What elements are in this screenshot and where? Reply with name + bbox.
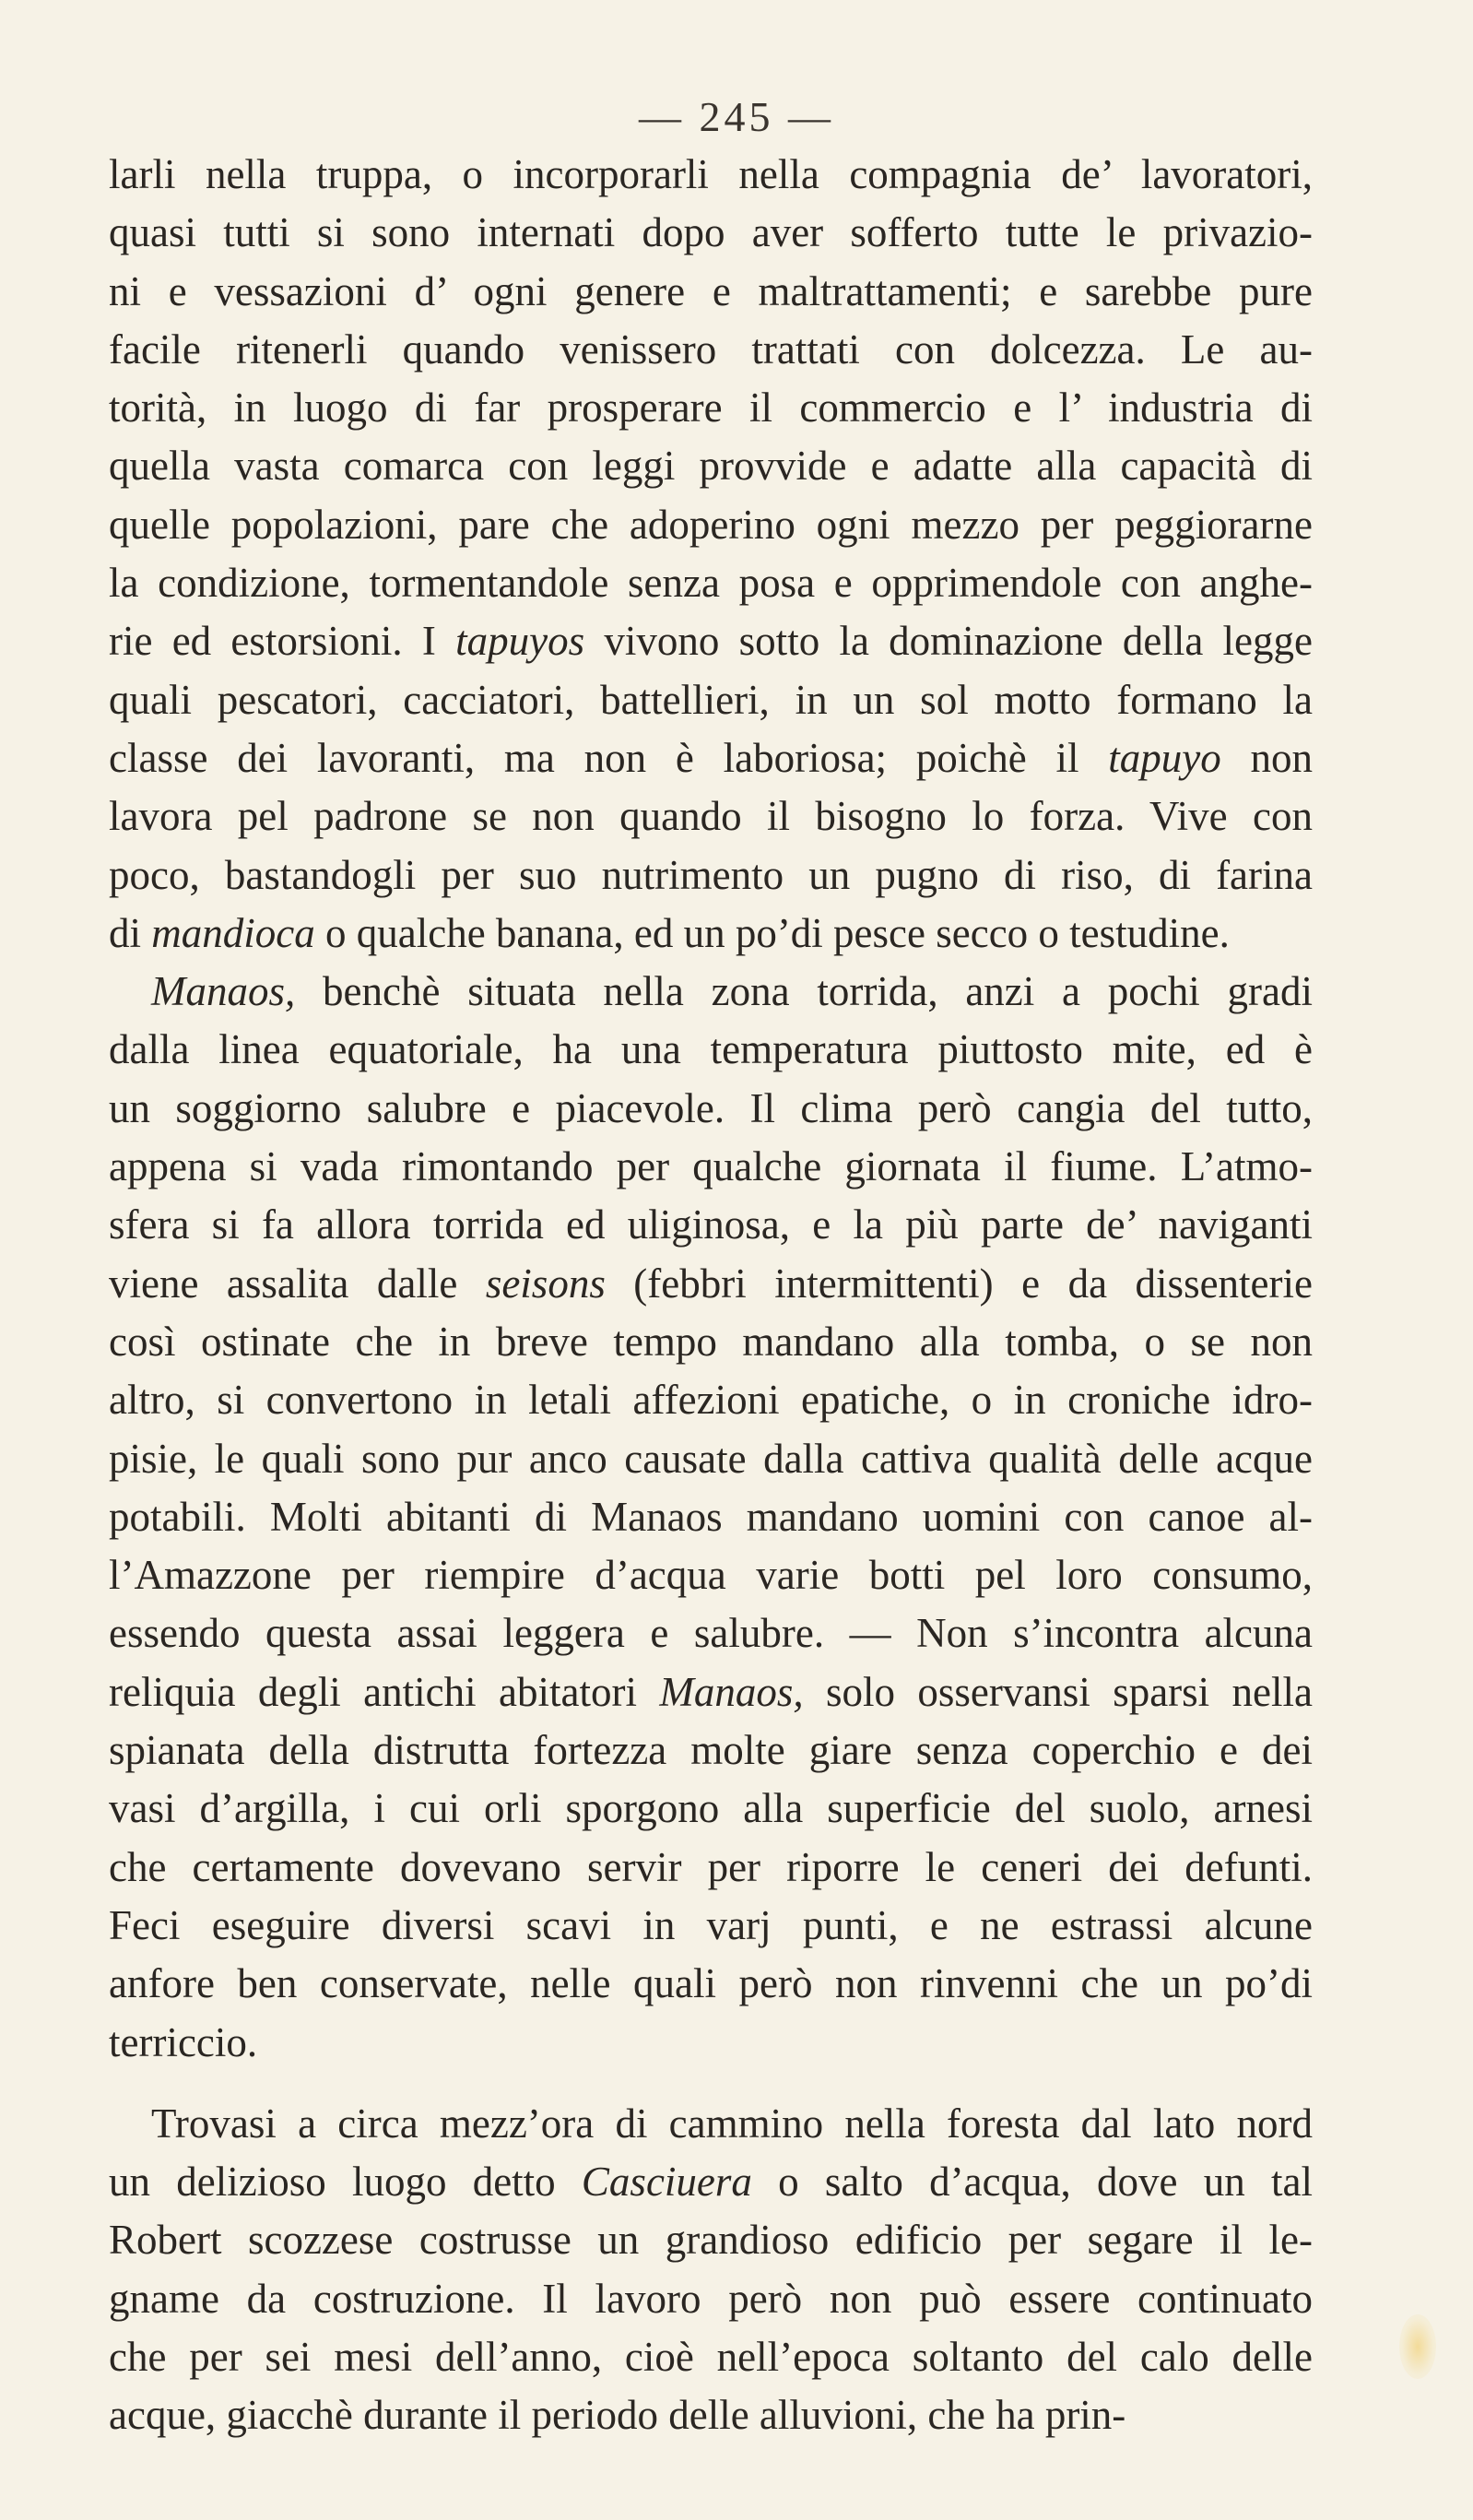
text-line: quasi tutti si sono internati dopo aver sofferto tutte le privazio- <box>109 209 1313 256</box>
paragraph <box>109 2095 1313 2445</box>
text-line: quelle popolazioni, pare che adoperino ogni mezzo per peggiorarne <box>109 501 1313 548</box>
text-line: anfore ben conservate, nelle quali però non rinvenni che un po’di <box>109 1960 1313 2007</box>
text-line: facile ritenerli quando venissero trattati con dolcezza. Le au- <box>109 325 1313 373</box>
text-line: di mandioca o qualche banana, ed un po’di pesce secco o testudine. <box>109 909 1230 956</box>
text-line: rie ed estorsioni. I tapuyos vivono sotto la dominazione della legge <box>109 618 1313 665</box>
text-line: così ostinate che in breve tempo mandano alla tomba, o se non <box>109 1318 1313 1365</box>
text-line: potabili. Molti abitanti di Manaos mandano uomini con canoe al- <box>109 1493 1313 1540</box>
text-line: un soggiorno salubre e piacevole. Il clima però cangia del tutto, <box>109 1084 1313 1131</box>
text-line: Robert scozzese costrusse un grandioso edificio per segare il le- <box>109 2217 1313 2264</box>
paragraph <box>109 963 1313 2072</box>
text-line: essendo questa assai leggera e salubre. — Non s’incontra alcuna <box>109 1610 1313 1657</box>
text-line: Feci eseguire diversi scavi in varj punti, e ne estrassi alcune <box>109 1901 1313 1948</box>
text-line: spianata della distrutta fortezza molte giare senza coperchio e dei <box>109 1727 1313 1774</box>
text-line: viene assalita dalle seisons (febbri intermittenti) e da dissenterie <box>109 1260 1313 1307</box>
text-line: larli nella truppa, o incorporarli nella compagnia de’ lavoratori, <box>109 151 1313 197</box>
text-line: lavora pel padrone se non quando il bisogno lo forza. Vive con <box>109 793 1313 840</box>
text-line: Trovasi a circa mezz’ora di cammino nella foresta dal lato nord <box>151 2100 1313 2147</box>
body-text <box>109 146 1313 2445</box>
text-line: dalla linea equatoriale, ha una temperatura piuttosto mite, ed è <box>109 1026 1313 1073</box>
text-line: torità, in luogo di far prosperare il commercio e l’ industria di <box>109 385 1313 432</box>
text-line: appena si vada rimontando per qualche giornata il fiume. L’atmo- <box>109 1143 1313 1190</box>
text-line: che certamente dovevano servir per riporre le ceneri dei defunti. <box>109 1843 1313 1890</box>
italic-term: Manaos, <box>151 968 296 1015</box>
text-line: quali pescatori, cacciatori, battellieri, in un sol motto formano la <box>109 676 1313 723</box>
text-line: acque, giacchè durante il periodo delle alluvioni, che ha prin- <box>109 2392 1126 2439</box>
paper-stain <box>1399 2314 1436 2379</box>
text-line: classe dei lavoranti, ma non è laboriosa; poichè il tapuyo non <box>109 734 1313 781</box>
text-line: Manaos, benchè situata nella zona torrida, anzi a pochi gradi <box>151 968 1313 1015</box>
text-line: vasi d’argilla, i cui orli sporgono alla superficie del suolo, arnesi <box>109 1785 1313 1832</box>
text-line: un delizioso luogo detto Casciuera o salto d’acqua, dove un tal <box>109 2159 1313 2206</box>
italic-term: Casciuera <box>581 2159 752 2206</box>
page-number: — 245 — <box>639 93 834 140</box>
text-line: reliquia degli antichi abitatori Manaos, solo osservansi sparsi nella <box>109 1668 1313 1715</box>
italic-term: tapuyos <box>455 618 585 665</box>
text-line: sfera si fa allora torrida ed uliginosa, e la più parte de’ naviganti <box>109 1201 1313 1248</box>
text-line: pisie, le quali sono pur anco causate dalla cattiva qualità delle acque <box>109 1435 1313 1482</box>
paragraph-gap <box>109 2072 1313 2095</box>
italic-term: Manaos, <box>659 1668 804 1715</box>
text-line: poco, bastandogli per suo nutrimento un pugno di riso, di farina <box>109 851 1313 898</box>
text-line: gname da costruzione. Il lavoro però non può essere continuato <box>109 2275 1313 2322</box>
text-line: altro, si convertono in letali affezioni epatiche, o in croniche idro- <box>109 1377 1313 1424</box>
text-line: terriccio. <box>109 2018 258 2065</box>
italic-term: tapuyo <box>1108 734 1221 781</box>
text-line: ni e vessazioni d’ ogni genere e maltrattamenti; e sarebbe pure <box>109 267 1313 314</box>
text-line: la condizione, tormentandole senza posa e opprimendole con anghe- <box>109 560 1313 607</box>
italic-term: seisons <box>485 1260 606 1307</box>
text-line: l’Amazzone per riempire d’acqua varie botti pel loro consumo, <box>109 1552 1313 1599</box>
paragraph <box>109 146 1313 963</box>
text-line: quella vasta comarca con leggi provvide e adatte alla capacità di <box>109 443 1313 490</box>
text-line: che per sei mesi dell’anno, cioè nell’epoca soltanto del calo delle <box>109 2333 1313 2380</box>
italic-term: mandioca <box>151 909 315 956</box>
